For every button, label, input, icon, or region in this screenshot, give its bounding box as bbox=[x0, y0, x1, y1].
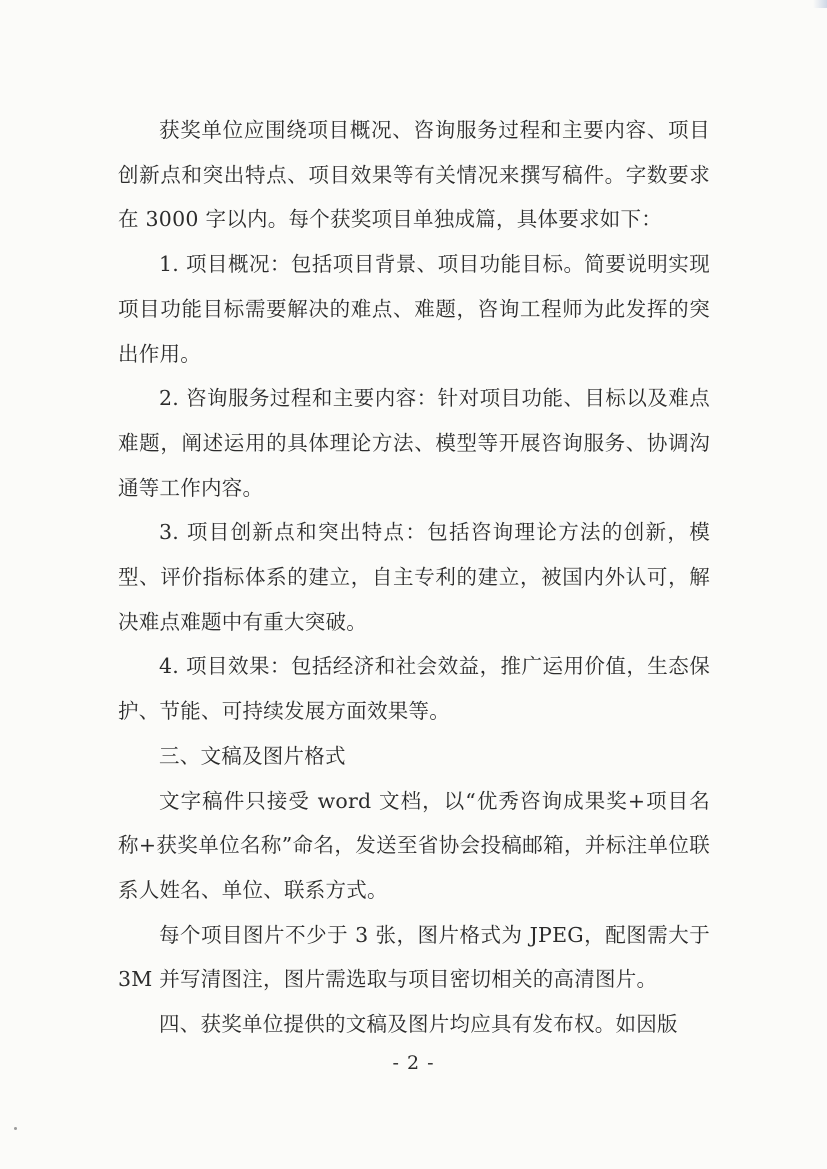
document-body bbox=[118, 108, 710, 1047]
scan-edge-mark bbox=[813, 0, 827, 8]
page-number: - 2 - bbox=[392, 1052, 435, 1074]
requirement-item-2: 2. 咨询服务过程和主要内容：针对项目功能、目标以及难点难题，阐述运用的具体理论方法、模型等开展咨询服务、协调沟通等工作内容。 bbox=[118, 386, 710, 500]
intro-paragraph: 获奖单位应围绕项目概况、咨询服务过程和主要内容、项目创新点和突出特点、项目效果等有关情况来撰写稿件。字数要求在 3000 字以内。每个获奖项目单独成篇，具体要求如下： bbox=[118, 118, 710, 232]
image-format-paragraph: 每个项目图片不少于 3 张，图片格式为 JPEG，配图需大于 3M 并写清图注，图片需选取与项目密切相关的高清图片。 bbox=[118, 922, 710, 992]
requirement-item-3: 3. 项目创新点和突出特点：包括咨询理论方法的创新，模型、评价指标体系的建立，自主专利的建立，被国内外认可，解决难点难题中有重大突破。 bbox=[118, 520, 710, 634]
scan-speck bbox=[14, 1127, 17, 1130]
requirement-item-1: 1. 项目概况：包括项目背景、项目功能目标。简要说明实现项目功能目标需要解决的难点、难题，咨询工程师为此发挥的突出作用。 bbox=[118, 252, 710, 366]
requirement-item-4: 4. 项目效果：包括经济和社会效益，推广运用价值，生态保护、节能、可持续发展方面效果等。 bbox=[118, 654, 710, 724]
section-three-heading: 三、文稿及图片格式 bbox=[159, 743, 346, 768]
text-format-paragraph: 文字稿件只接受 word 文档，以“优秀咨询成果奖+项目名称+获奖单位名称”命名，发送至省协会投稿邮箱，并标注单位联系人姓名、单位、联系方式。 bbox=[118, 788, 710, 902]
section-four-text: 四、获奖单位提供的文稿及图片均应具有发布权。如因版 bbox=[159, 1012, 678, 1037]
